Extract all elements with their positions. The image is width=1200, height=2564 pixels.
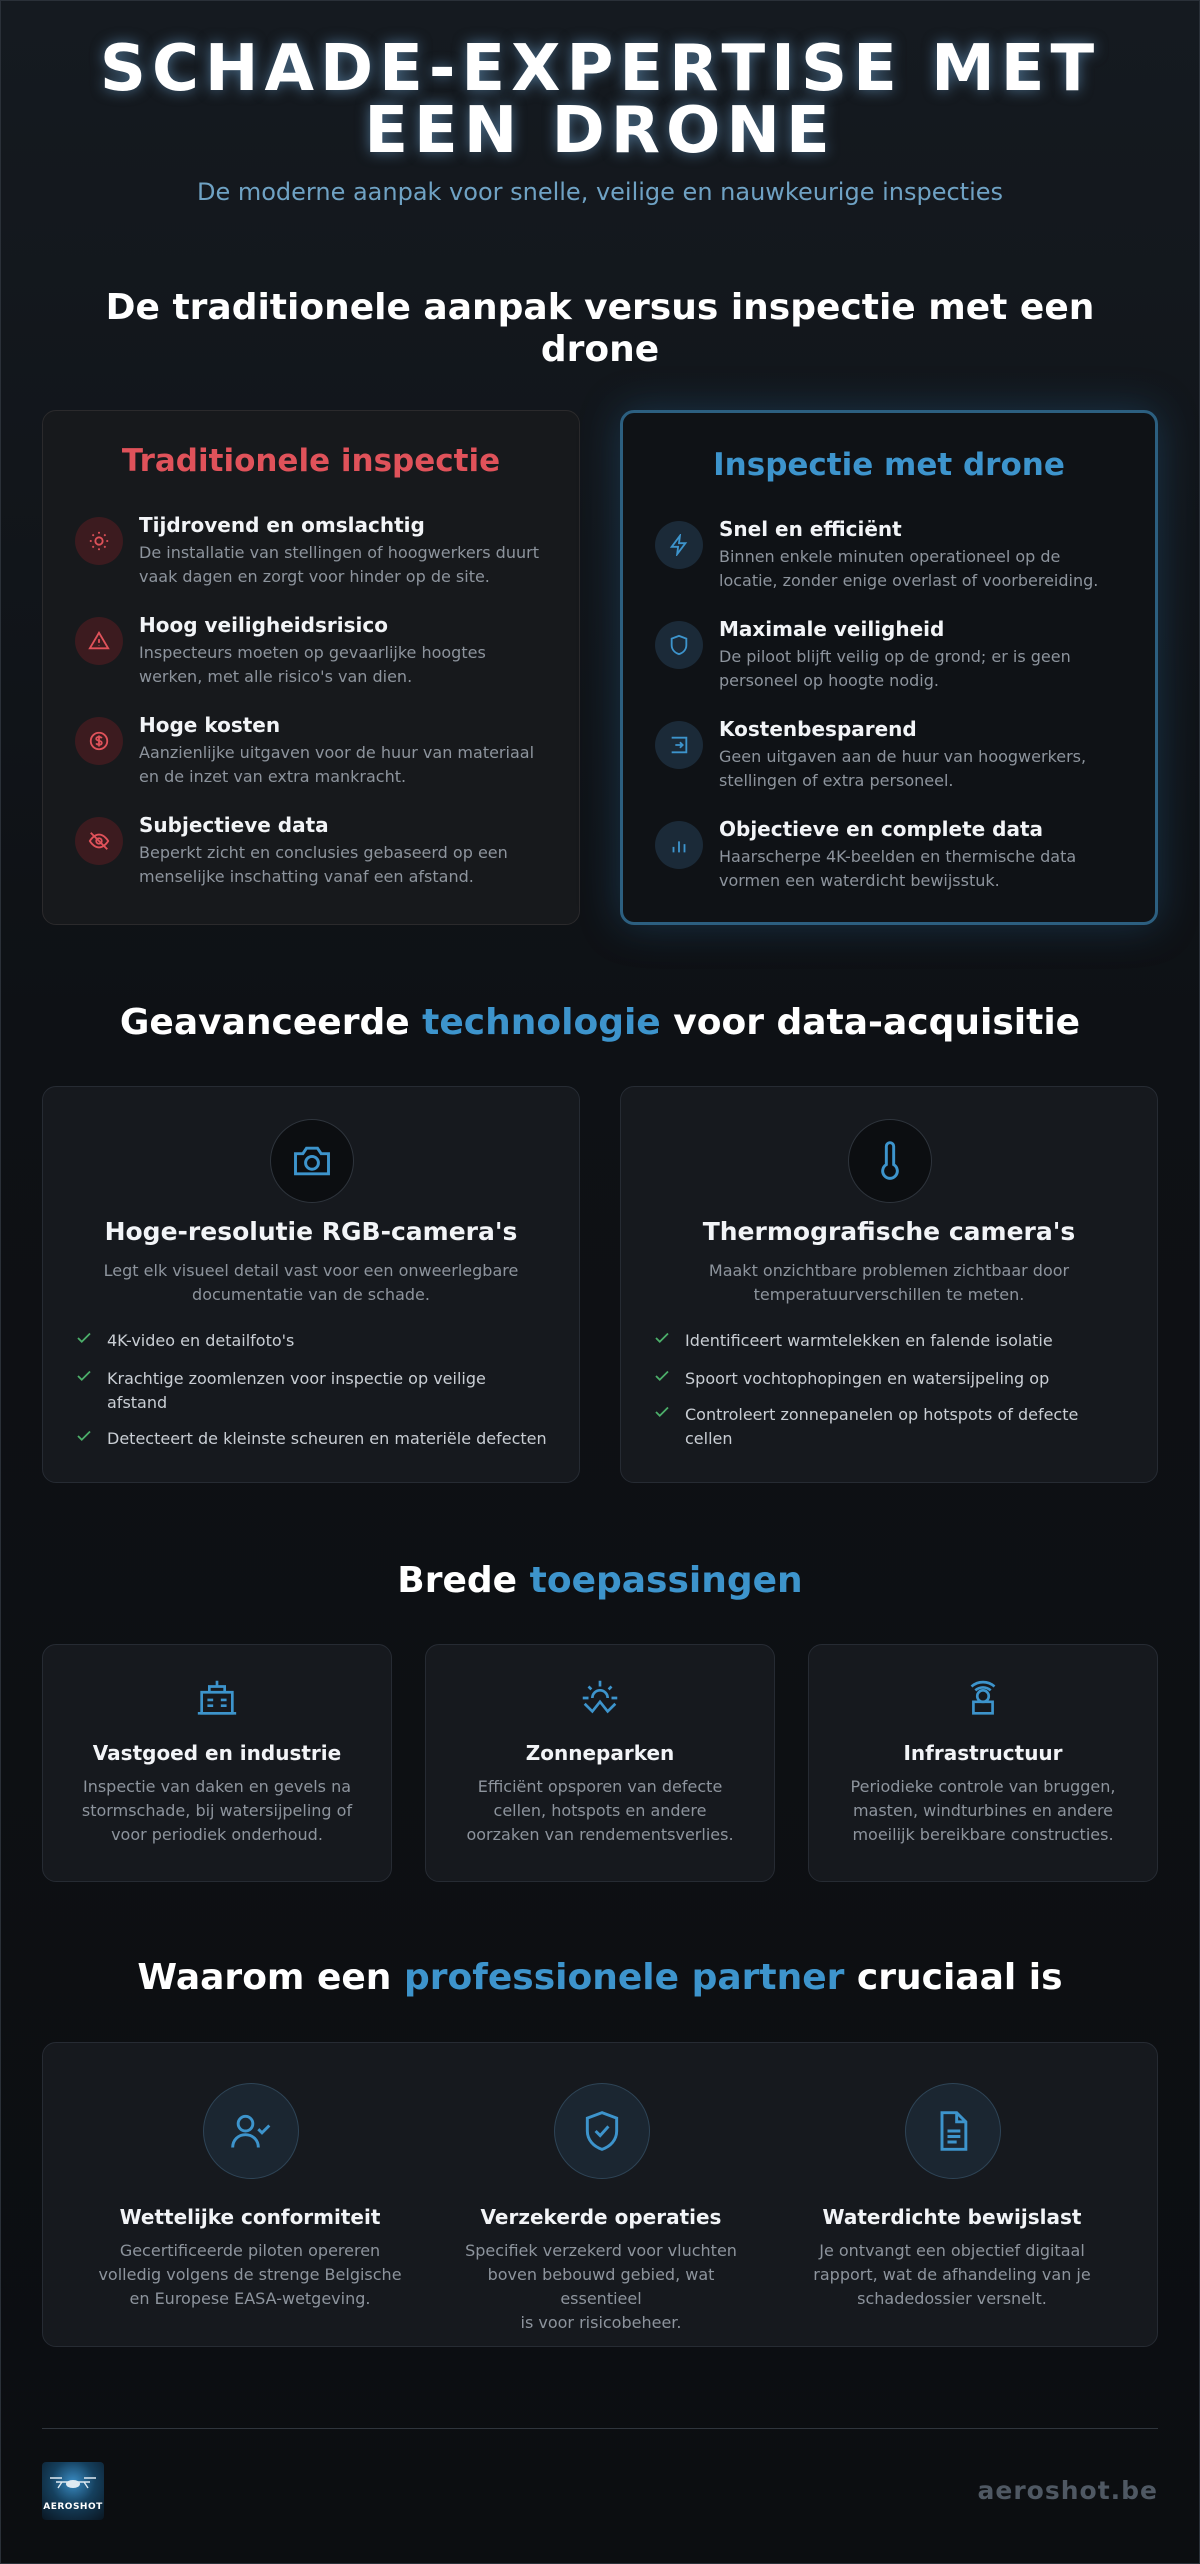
drone-card (620, 410, 1158, 925)
rgb-title: Hoge-resolutie RGB-camera's (104, 1217, 518, 1246)
item-title: Kostenbesparend (719, 717, 917, 741)
item-title: Hoog veiligheidsrisico (139, 613, 388, 637)
thermal-camera-card: Thermografische camera's Maakt onzichtbare problemen zichtbaar door temperatuurverschillen te meten. Identificeert warmtelekken en falende isolatie Spoort vochtophopingen en watersijpeling op Controleert zonnepanelen op hotspots of defecte cellen (620, 1086, 1158, 1483)
user-check-icon (203, 2083, 299, 2179)
lightning-icon (655, 521, 703, 569)
traditional-item (75, 513, 555, 597)
partner-title: Verzekerde operaties (480, 2205, 722, 2229)
item-title: Hoge kosten (139, 713, 281, 737)
item-desc: De installatie van stellingen of hoogwerkers duurt vaak dagen en zorgt voor hinder op de site. (139, 543, 539, 586)
partner-heading: Waarom een professionele partner cruciaal is (137, 1957, 1063, 1998)
partner-card (42, 2042, 1158, 2347)
thermal-desc: Maakt onzichtbare problemen zichtbaar door temperatuurverschillen te meten. (708, 1261, 1070, 1304)
hero-title-line2: EEN DRONE (364, 94, 836, 168)
application-desc: Efficiënt opsporen van defecte cellen, hotspots en andere oorzaken van rendementsverlies. (466, 1777, 734, 1844)
drone-item (655, 817, 1131, 901)
drone-item (655, 617, 1131, 701)
hero-title-line1: SCHADE-EXPERTISE MET (99, 32, 1101, 106)
traditional-item (75, 613, 555, 697)
item-title: Tijdrovend en omslachtig (139, 513, 425, 537)
comparison-heading-line1: De traditionele aanpak versus inspectie met een (105, 287, 1095, 328)
hero-subtitle: De moderne aanpak voor snelle, veilige en nauwkeurige inspecties (196, 178, 1004, 206)
document-icon (905, 2083, 1001, 2179)
partner-desc: Specifiek verzekerd voor vluchten boven bebouwd gebied, wat essentieel is voor risicobeheer. (465, 2241, 737, 2332)
infrastructure-icon (809, 1675, 1157, 1721)
item-title: Snel en efficiënt (719, 517, 902, 541)
check-icon (75, 1367, 93, 1392)
traditional-item (75, 713, 555, 797)
partner-item (436, 2043, 766, 2343)
hero-title (0, 32, 1200, 168)
item-desc: Inspecteurs moeten op gevaarlijke hoogtes werken, met alle risico's van dien. (139, 643, 486, 686)
application-title: Vastgoed en industrie (92, 1741, 342, 1765)
partner-desc: Gecertificeerde piloten opereren volledig volgens de strenge Belgische en Europese EASA-wetgeving. (98, 2241, 402, 2308)
dollar-icon (75, 717, 123, 765)
camera-icon (270, 1119, 354, 1203)
check-icon (75, 1427, 93, 1452)
thermometer-icon (848, 1119, 932, 1203)
warning-icon (75, 617, 123, 665)
rgb-desc: Legt elk visueel detail vast voor een onweerlegbare documentatie van de schade. (103, 1261, 519, 1304)
drone-logo-icon (42, 2464, 104, 2504)
technology-heading-accent: technologie (422, 1002, 661, 1043)
traditional-title: Traditionele inspectie (121, 443, 501, 479)
aeroshot-logo[interactable] (42, 2462, 104, 2520)
thermal-title: Thermografische camera's (702, 1217, 1076, 1246)
item-desc: Beperkt zicht en conclusies gebaseerd op een menselijke inschatting vanaf een afstand. (139, 843, 508, 886)
partner-desc: Je ontvangt een objectief digitaal rapport, wat de afhandeling van je schadedossier versnelt. (813, 2241, 1091, 2308)
item-desc: Geen uitgaven aan de huur van hoogwerkers, stellingen of extra personeel. (719, 747, 1087, 790)
application-card (425, 1644, 775, 1882)
application-title: Infrastructuur (903, 1741, 1063, 1765)
check-icon (653, 1367, 671, 1392)
building-icon (43, 1675, 391, 1721)
shield-icon (655, 621, 703, 669)
item-desc: Aanzienlijke uitgaven voor de huur van materiaal en de inzet van extra mankracht. (139, 743, 535, 786)
solar-icon (426, 1675, 774, 1721)
logo-text: AEROSHOT (43, 2502, 103, 2512)
partner-title: Wettelijke conformiteit (119, 2205, 381, 2229)
drone-item (655, 517, 1131, 601)
item-desc: Haarscherpe 4K-beelden en thermische data vormen een waterdicht bewijsstuk. (719, 847, 1077, 890)
technology-heading: Geavanceerde technologie voor data-acquisitie (119, 1002, 1081, 1043)
application-card (808, 1644, 1158, 1882)
sun-icon (75, 517, 123, 565)
applications-heading: Brede toepassingen (397, 1560, 803, 1601)
check-icon (653, 1329, 671, 1354)
footer-domain[interactable]: aeroshot.be (977, 2476, 1158, 2505)
item-desc: Binnen enkele minuten operationeel op de locatie, zonder enige overlast of voorbereiding. (719, 547, 1099, 590)
partner-title: Waterdichte bewijslast (822, 2205, 1082, 2229)
application-desc: Periodieke controle van bruggen, masten, windturbines en andere moeilijk bereikbare constructies. (850, 1777, 1116, 1844)
item-desc: De piloot blijft veilig op de grond; er is geen personeel op hoogte nodig. (719, 647, 1071, 690)
drone-title: Inspectie met drone (713, 447, 1065, 483)
traditional-item (75, 813, 555, 897)
partner-heading-accent: professionele partner (403, 1957, 845, 1998)
partner-item (787, 2043, 1117, 2343)
check-icon (653, 1403, 671, 1428)
partner-item (85, 2043, 415, 2343)
application-desc: Inspectie van daken en gevels na stormschade, bij watersijpeling of voor periodiek onderhoud. (81, 1777, 353, 1844)
application-card (42, 1644, 392, 1882)
eye-off-icon (75, 817, 123, 865)
comparison-heading (0, 287, 1200, 371)
drone-item (655, 717, 1131, 801)
bar-chart-icon (655, 821, 703, 869)
item-title: Maximale veiligheid (719, 617, 945, 641)
application-title: Zonneparken (525, 1741, 675, 1765)
item-title: Objectieve en complete data (719, 817, 1044, 841)
footer-divider (42, 2428, 1158, 2429)
traditional-card (42, 410, 580, 925)
applications-heading-accent: toepassingen (529, 1560, 803, 1601)
rgb-camera-card: Hoge-resolutie RGB-camera's Legt elk visueel detail vast voor een onweerlegbare documentatie van de schade. 4K-video en detailfoto's Krachtige zoomlenzen voor inspectie op veilige afstand Detecteert de kleinste scheuren en materiële defecten (42, 1086, 580, 1483)
check-icon (75, 1329, 93, 1354)
comparison-heading-line2: drone (540, 329, 660, 370)
item-title: Subjectieve data (139, 813, 329, 837)
exchange-icon (655, 721, 703, 769)
shield-check-icon (554, 2083, 650, 2179)
